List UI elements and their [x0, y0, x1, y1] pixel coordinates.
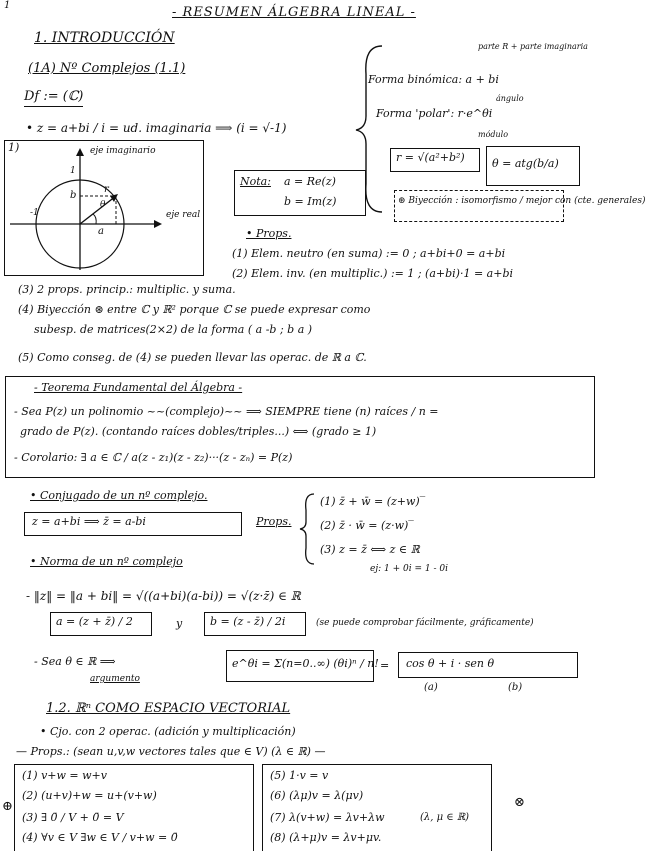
page-number: 1	[4, 0, 11, 11]
binomial-form: Forma binómica: a + bi	[368, 73, 499, 86]
euler-argument: argumento	[90, 674, 140, 684]
conjugate-prop-1: (1) z̄ + w̄ = (z+w)‾	[320, 495, 426, 508]
prop-5: (5) Como conseg. de (4) se pueden llevar las operac. de ℝ a ℂ.	[18, 351, 367, 364]
norm-and: y	[176, 617, 183, 630]
euler-sea: - Sea θ ∈ ℝ ⟹	[34, 655, 116, 668]
conjugate-prop-3-example: ej: 1 + 0i = 1 - 0i	[370, 564, 448, 574]
nota-label: Nota:	[240, 175, 271, 188]
norm-line: - ‖z‖ = ‖a + bi‖ = √((a+bi)(a-bi)) = √(z·z̄) ∈ ℝ	[26, 589, 301, 603]
section-1-2-heading: 1.2. ℝⁿ COMO ESPACIO VECTORIAL	[46, 701, 291, 716]
props-label: • Props.	[246, 227, 292, 240]
prop-1: (1) Elem. neutro (en suma) := 0 ; a+bi+0 = a+bi	[232, 247, 506, 260]
r-formula: r = √(a²+b²)	[396, 151, 465, 164]
right-marker-icon: ⊗	[514, 795, 525, 810]
definition: Df := (ℂ)	[24, 90, 83, 107]
z-definition: • z = a+bi / i = ud. imaginaria ⟹ (i = √-1)	[26, 121, 287, 135]
euler-equals: =	[380, 659, 390, 672]
page-title: - RESUMEN ÁLGEBRA LINEAL -	[172, 5, 416, 20]
nota-line-1: a = Re(z)	[284, 175, 336, 188]
diagram-theta: θ	[100, 200, 106, 210]
section-1-2-ops: • Cjo. con 2 operac. (adición y multiplicación)	[40, 725, 296, 738]
vector-prop-6: (6) (λμ)v = λ(μv)	[270, 789, 364, 802]
conjugate-prop-3: (3) z = z̄ ⟺ z ∈ ℝ	[320, 543, 420, 556]
vector-prop-5: (5) 1·v = v	[270, 769, 329, 782]
prop-2: (2) Elem. inv. (en multiplic.) := 1 ; (a+bi)·1 = a+bi	[232, 267, 514, 280]
theta-formula: θ = atg(b/a)	[492, 157, 559, 170]
vector-prop-3: (3) ∃ 0̄ / V + 0̄ = V	[22, 811, 124, 824]
parts-note: parte R + parte imaginaria	[478, 42, 588, 51]
conjugate-prop-2: (2) z̄ · w̄ = (z·w)‾	[320, 519, 414, 532]
euler-formula: e^θi = Σ(n=0..∞) (θi)ⁿ / n!	[232, 657, 379, 670]
angle-note: ángulo	[496, 94, 524, 103]
left-marker-icon: ⊕	[2, 799, 13, 814]
vector-prop-2: (2) (u+v)+w = u+(v+w)	[22, 789, 157, 802]
bijection-note: ⊛ Biyección : isomorfismo / mejor con (cte. generales)	[398, 196, 646, 206]
diagram-a: a	[98, 226, 104, 237]
modulus-note: módulo	[478, 130, 509, 139]
conjugate-brace	[298, 492, 318, 566]
norm-heading: • Norma de un nº complejo	[30, 555, 183, 568]
section-1-heading: 1. INTRODUCCIÓN	[34, 30, 175, 46]
diagram-b: b	[70, 190, 77, 201]
euler-result: cos θ + i · sen θ	[406, 657, 495, 670]
theorem-line-2: grado de P(z). (contando raíces dobles/triples...) ⟺ (grado ≥ 1)	[20, 425, 377, 438]
prop-4: (4) Biyección ⊛ entre ℂ y ℝ² porque ℂ se puede expresar como	[18, 303, 371, 316]
prop-3: (3) 2 props. princip.: multiplic. y suma.	[18, 283, 236, 296]
diagram-number: 1)	[8, 141, 20, 154]
euler-label-b: (b)	[508, 682, 523, 693]
a-equation: a = (z + z̄) / 2	[56, 615, 133, 628]
conjugate-heading: • Conjugado de un nº complejo.	[30, 489, 208, 502]
b-equation: b = (z - z̄) / 2i	[210, 615, 286, 628]
vector-prop-4: (4) ∀v ∈ V ∃w ∈ V / v+w = 0̄	[22, 831, 178, 844]
conjugate-props-label: Props.	[256, 515, 292, 528]
real-axis-label: eje real	[166, 210, 201, 220]
tick-neg-one: -1	[30, 208, 39, 218]
diagram-r: r	[104, 184, 109, 195]
corollary: - Corolario: ∃ a ∈ ℂ / a(z - z₁)(z - z₂)···(z - zₙ) = P(z)	[14, 451, 293, 464]
nota-line-2: b = Im(z)	[284, 195, 337, 208]
conjugate-def: z = a+bi ⟹ z̄ = a-bi	[32, 515, 146, 528]
polar-form: Forma 'polar': r·e^θi	[376, 107, 493, 120]
vector-prop-1: (1) v+w = w+v	[22, 769, 107, 782]
euler-label-a: (a)	[424, 682, 438, 693]
imaginary-axis-label: eje imaginario	[90, 146, 156, 156]
section-1-2-props: — Props.: (sean u,v,w vectores tales que ∈ V) (λ ∈ ℝ) —	[16, 745, 326, 758]
vector-prop-8: (8) (λ+μ)v = λv+μv.	[270, 831, 382, 844]
complex-numbers-heading: (1A) Nº Complejos (1.1)	[28, 61, 186, 76]
theorem-line-1: - Sea P(z) un polinomio ~~(complejo)~~ ⟹ SIEMPRE tiene (n) raíces / n =	[14, 405, 439, 418]
lambda-note: (λ, μ ∈ ℝ)	[420, 812, 470, 823]
norm-note: (se puede comprobar fácilmente, gráficamente)	[316, 618, 534, 628]
prop-4-cont: subesp. de matrices(2×2) de la forma ( a -b ; b a )	[34, 323, 313, 336]
theorem-title: - Teorema Fundamental del Álgebra -	[34, 381, 243, 394]
tick-pos-one: 1	[70, 166, 76, 176]
vector-prop-7: (7) λ(v+w) = λv+λw	[270, 811, 385, 824]
